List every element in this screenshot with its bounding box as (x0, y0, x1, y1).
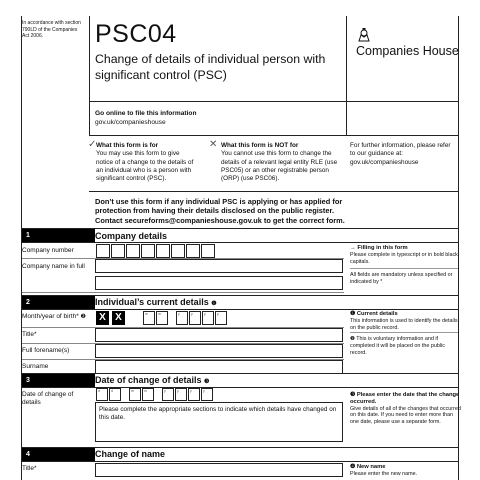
column-not-text: You cannot use this form to change the details of a relevant legal entity RLE (use PSC05) or an other registrable person (ORP) (use PSC06). (221, 150, 338, 183)
dob-x-2: X (112, 311, 125, 325)
side4-text: Please enter the new name. (350, 470, 418, 477)
info-4-icon: ❹ (350, 464, 356, 470)
title4-field[interactable] (95, 463, 343, 477)
forename-label: Full forename(s) (22, 347, 70, 354)
surname-field[interactable] (95, 360, 343, 374)
char-cell[interactable]: y (202, 311, 214, 325)
char-cell[interactable] (126, 244, 140, 258)
side3-title: Please enter the date that the change occurred. (350, 392, 460, 405)
char-cell[interactable]: d (109, 388, 121, 401)
char-cell[interactable]: y (162, 388, 174, 401)
info-2-icon: ❷ (80, 314, 86, 320)
check-icon: ✓ (88, 139, 97, 150)
side4-title: New name (356, 464, 386, 470)
section4-title: Change of name (95, 449, 166, 459)
side1-text: Please complete in typescript or in bold black capitals. (350, 251, 458, 265)
char-cell[interactable]: m (142, 388, 154, 401)
title4-label: Title* (22, 465, 37, 472)
char-cell[interactable] (156, 244, 170, 258)
company-name-field[interactable] (95, 259, 343, 273)
section3-number: 3 (22, 374, 95, 387)
char-cell[interactable]: m (156, 311, 168, 325)
char-cell[interactable] (186, 244, 200, 258)
column-not (221, 142, 339, 183)
online-heading: Go online to file this information (95, 110, 197, 117)
char-cell[interactable] (171, 244, 185, 258)
title-field[interactable] (95, 328, 343, 342)
company-name-label: Company name in full (22, 263, 85, 270)
section3-title-text: Date of change of details (95, 375, 202, 385)
section1-rule2 (22, 242, 458, 243)
dob-x-1: X (96, 311, 109, 325)
char-cell[interactable]: y (176, 311, 188, 325)
side2-text: This information is used to identify the details on the public record. (350, 317, 458, 331)
surname-label: Surname (22, 363, 49, 370)
frame-inner-right (346, 16, 347, 136)
forename-field[interactable] (95, 344, 343, 358)
side3-text: Give details of all of the changes that occurred on this date. If you need to enter more than one date, please use a separate form. (350, 405, 461, 426)
char-cell[interactable]: y (175, 388, 187, 401)
char-cell[interactable]: y (201, 388, 213, 401)
char-cell[interactable] (201, 244, 215, 258)
info-3-icon: ❸ (204, 379, 210, 385)
section2-title (95, 297, 217, 307)
side-note-2 (350, 311, 462, 331)
brand-name: Companies House (356, 44, 459, 58)
side-note-4 (350, 464, 462, 478)
frame-inner-left (89, 16, 90, 136)
info-3-icon: ❸ (350, 392, 356, 398)
title-label: Title* (22, 331, 37, 338)
side-note-2b (350, 336, 462, 356)
warning-text: Don’t use this form if any individual PSC is applying or has applied for protection from having their details disclosed on the public register. Contact secureforms@companieshouse.gov.uk to get the correct form. (95, 197, 345, 225)
dob-label (22, 313, 86, 321)
cross-icon: ✕ (209, 139, 218, 150)
date-change-label: Date of change of details (22, 391, 74, 406)
side1-sep (350, 268, 458, 269)
column-for-title: What this form is for (96, 142, 159, 149)
char-cell[interactable]: y (188, 388, 200, 401)
section3-title (95, 375, 209, 385)
header-divider (89, 101, 458, 102)
side-note-1b: All fields are mandatory unless specified or indicated by * (350, 272, 453, 285)
form-title: Change of details of individual person with significant control (PSC) (95, 52, 326, 82)
char-cell[interactable]: y (215, 311, 227, 325)
char-cell[interactable] (141, 244, 155, 258)
online-url[interactable]: gov.uk/companieshouse (95, 119, 166, 126)
char-cell[interactable] (96, 244, 110, 258)
side2-text2: This is voluntary information and if completed it will be placed on the public record. (350, 336, 445, 356)
column-info: For further information, please refer to our guidance at: gov.uk/companieshouse (350, 142, 451, 166)
legal-note: In accordance with section 790LD of the Companies Act 2006. (22, 20, 81, 40)
column-for (96, 142, 196, 183)
char-cell[interactable]: y (189, 311, 201, 325)
section1-number: 1 (22, 229, 95, 242)
section4-rule2 (22, 461, 458, 462)
char-cell[interactable] (111, 244, 125, 258)
char-cell[interactable]: m (143, 311, 155, 325)
info-2-icon: ❷ (350, 336, 355, 342)
char-cell[interactable]: m (129, 388, 141, 401)
side2-title: Current details (356, 311, 398, 317)
section3-note: Please complete the appropriate sections to indicate which details have changed on this date. (99, 406, 337, 421)
info-1-icon: ❶ (350, 311, 356, 317)
row-rule (22, 292, 344, 293)
dob-label-text: Month/year of birth* (22, 313, 79, 320)
column-not-title: What this form is NOT for (221, 142, 299, 149)
section4-number: 4 (22, 448, 95, 461)
section2-rule2 (22, 309, 458, 310)
column-for-text: You may use this form to give notice of a change to the details of an individual who is a person with significant control (PSC). (96, 150, 194, 183)
section1-title: Company details (95, 231, 168, 241)
side2-sep (350, 332, 458, 333)
side1-title: Filling in this form (357, 245, 408, 251)
section3-rule2 (22, 387, 458, 388)
side-note-3 (350, 392, 462, 426)
arrow-icon: → (350, 245, 356, 251)
online-divider (89, 135, 458, 136)
section2-number: 2 (22, 296, 95, 309)
form-number: PSC04 (95, 20, 177, 48)
company-number-label: Company number (22, 247, 74, 254)
company-name-field-2[interactable] (95, 276, 343, 290)
section2-title-text: Individual’s current details (95, 297, 209, 307)
column-divider (89, 191, 458, 192)
royal-crest-icon (356, 27, 372, 43)
side-note-1 (350, 245, 462, 265)
info-1-icon: ❶ (211, 301, 217, 307)
char-cell[interactable]: d (96, 388, 108, 401)
